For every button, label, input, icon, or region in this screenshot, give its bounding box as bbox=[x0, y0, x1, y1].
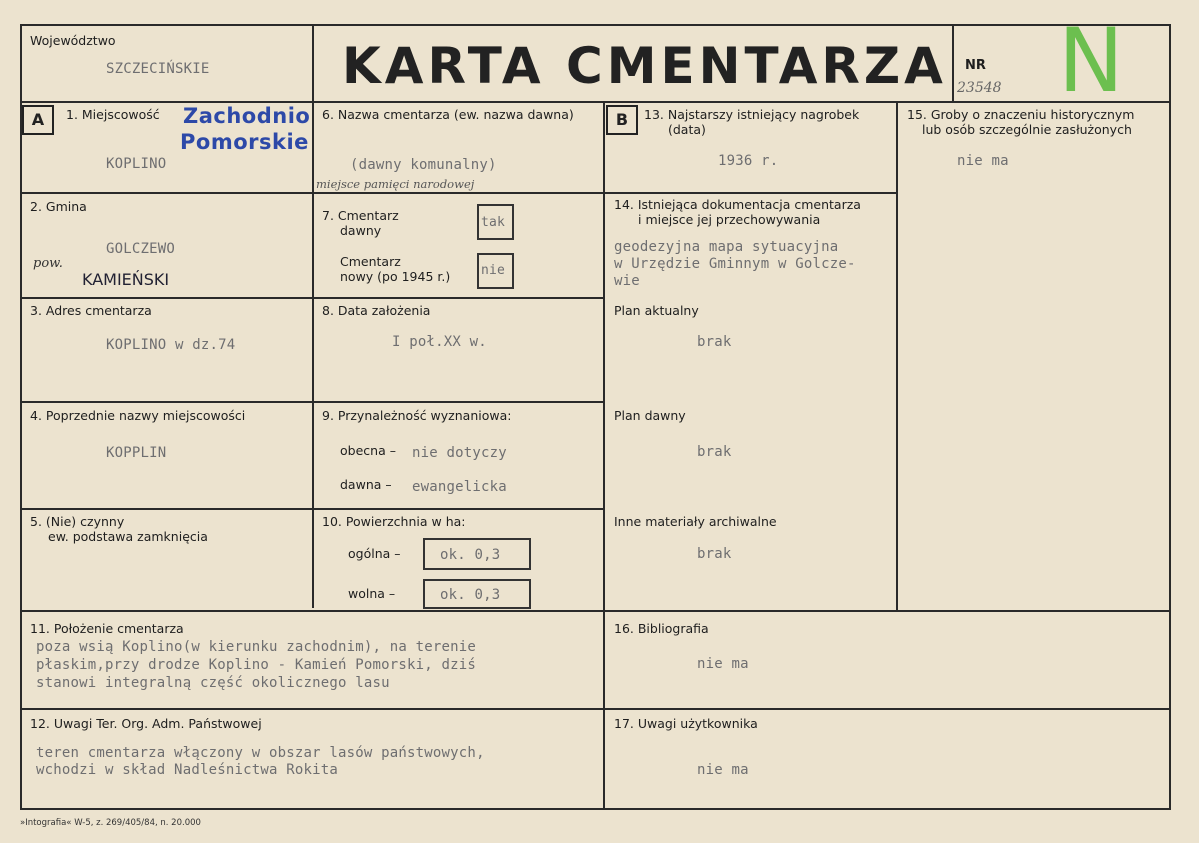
field-3-label: 3. Adres cmentarza bbox=[30, 303, 152, 318]
divider bbox=[603, 101, 605, 809]
card-title: KARTA CMENTARZA bbox=[342, 37, 947, 95]
field-11-line2: płaskim,przy drodze Koplino - Kamień Pomorski, dziś bbox=[36, 657, 477, 673]
field-3-value: KOPLINO w dz.74 bbox=[106, 337, 236, 353]
field-15-value: nie ma bbox=[957, 153, 1009, 169]
region-stamp-line1: Zachodnio bbox=[183, 104, 311, 128]
field-14-line3: wie bbox=[614, 273, 640, 289]
nr-label: NR bbox=[965, 58, 986, 73]
divider bbox=[20, 192, 313, 194]
field-9-dawna-value: ewangelicka bbox=[412, 479, 507, 495]
nr-value: 23548 bbox=[957, 80, 1002, 96]
field-6-label: 6. Nazwa cmentarza (ew. nazwa dawna) bbox=[322, 107, 574, 122]
field-1-label: 1. Miejscowość bbox=[66, 107, 160, 122]
field-7-label: 7. Cmentarz bbox=[322, 208, 399, 223]
wojewodztwo-label: Województwo bbox=[30, 33, 116, 48]
field-11-line3: stanowi integralną część okolicznego lasu bbox=[36, 675, 390, 691]
inne-materialy-value: brak bbox=[697, 546, 732, 562]
field-10-label: 10. Powierzchnia w ha: bbox=[322, 514, 466, 529]
field-9-dawna-label: dawna – bbox=[340, 477, 392, 492]
field-9-obecna-value: nie dotyczy bbox=[412, 445, 507, 461]
divider bbox=[20, 401, 604, 403]
divider bbox=[20, 297, 604, 299]
field-7-dawny-label: dawny bbox=[340, 223, 382, 238]
field-6-note: miejsce pamięci narodowej bbox=[316, 177, 475, 191]
field-10-ogolna-value: ok. 0,3 bbox=[440, 547, 501, 563]
field-2-note: KAMIEŃSKI bbox=[82, 270, 170, 289]
field-14-line1: geodezyjna mapa sytuacyjna bbox=[614, 239, 839, 255]
divider bbox=[896, 101, 898, 611]
field-10-wolna-value: ok. 0,3 bbox=[440, 587, 501, 603]
marker-letter: N bbox=[1058, 9, 1124, 112]
field-12-line1: teren cmentarza włączony w obszar lasów państwowych, bbox=[36, 745, 485, 761]
plan-dawny-label: Plan dawny bbox=[614, 408, 686, 423]
section-a-badge: A bbox=[22, 105, 54, 135]
plan-dawny-value: brak bbox=[697, 444, 732, 460]
field-12-line2: wchodzi w skład Nadleśnictwa Rokita bbox=[36, 762, 339, 778]
field-15-sublabel: lub osób szczególnie zasłużonych bbox=[922, 122, 1132, 137]
field-4-value: KOPPLIN bbox=[106, 445, 167, 461]
wojewodztwo-value: SZCZECIŃSKIE bbox=[106, 61, 210, 77]
field-1-value: KOPLINO bbox=[106, 156, 167, 172]
field-10-wolna-label: wolna – bbox=[348, 586, 396, 601]
print-footer: »Intografia« W-5, z. 269/405/84, n. 20.000 bbox=[20, 818, 201, 828]
field-14-sublabel: i miejsce jej przechowywania bbox=[638, 212, 821, 227]
field-2-label: 2. Gmina bbox=[30, 199, 87, 214]
inne-materialy-label: Inne materiały archiwalne bbox=[614, 514, 777, 529]
divider bbox=[20, 708, 1171, 710]
field-6-value: (dawny komunalny) bbox=[350, 157, 497, 173]
field-9-label: 9. Przynależność wyznaniowa: bbox=[322, 408, 512, 423]
field-17-value: nie ma bbox=[697, 762, 749, 778]
plan-aktualny-value: brak bbox=[697, 334, 732, 350]
field-16-value: nie ma bbox=[697, 656, 749, 672]
field-7-dawny-value: tak bbox=[481, 215, 506, 230]
field-13-sublabel: (data) bbox=[668, 122, 706, 137]
field-17-label: 17. Uwagi użytkownika bbox=[614, 716, 758, 731]
field-5-label: 5. (Nie) czynny bbox=[30, 514, 125, 529]
field-7-nowy-sublabel: nowy (po 1945 r.) bbox=[340, 269, 451, 284]
field-2-note-prefix: pow. bbox=[33, 256, 63, 271]
plan-aktualny-label: Plan aktualny bbox=[614, 303, 699, 318]
field-2-value: GOLCZEWO bbox=[106, 241, 176, 257]
field-15-label: 15. Groby o znaczeniu historycznym bbox=[907, 107, 1135, 122]
divider bbox=[952, 24, 954, 102]
divider bbox=[312, 24, 314, 608]
field-9-obecna-label: obecna – bbox=[340, 443, 396, 458]
frame-left bbox=[20, 24, 22, 810]
divider bbox=[20, 508, 604, 510]
divider bbox=[312, 192, 604, 194]
region-stamp-line2: Pomorskie bbox=[180, 130, 309, 154]
field-11-line1: poza wsią Koplino(w kierunku zachodnim), na terenie bbox=[36, 639, 477, 655]
field-5-sublabel: ew. podstawa zamknięcia bbox=[48, 529, 208, 544]
divider bbox=[20, 610, 1171, 612]
frame-right bbox=[1169, 24, 1171, 810]
divider bbox=[20, 101, 1171, 103]
field-7-nowy-value: nie bbox=[481, 263, 506, 278]
field-8-label: 8. Data założenia bbox=[322, 303, 431, 318]
field-4-label: 4. Poprzednie nazwy miejscowości bbox=[30, 408, 246, 423]
field-8-value: I poł.XX w. bbox=[392, 334, 487, 350]
field-13-value: 1936 r. bbox=[718, 153, 779, 169]
field-13-label: 13. Najstarszy istniejący nagrobek bbox=[644, 107, 860, 122]
field-11-label: 11. Położenie cmentarza bbox=[30, 621, 184, 636]
field-12-label: 12. Uwagi Ter. Org. Adm. Państwowej bbox=[30, 716, 262, 731]
frame-bottom bbox=[20, 808, 1171, 810]
field-16-label: 16. Bibliografia bbox=[614, 621, 709, 636]
section-b-badge: B bbox=[606, 105, 638, 135]
field-10-ogolna-label: ogólna – bbox=[348, 546, 401, 561]
field-14-label: 14. Istniejąca dokumentacja cmentarza bbox=[614, 197, 861, 212]
field-7-nowy-label: Cmentarz bbox=[340, 254, 401, 269]
divider bbox=[603, 192, 897, 194]
frame-top bbox=[20, 24, 1170, 26]
field-14-line2: w Urzędzie Gminnym w Golcze- bbox=[614, 256, 856, 272]
